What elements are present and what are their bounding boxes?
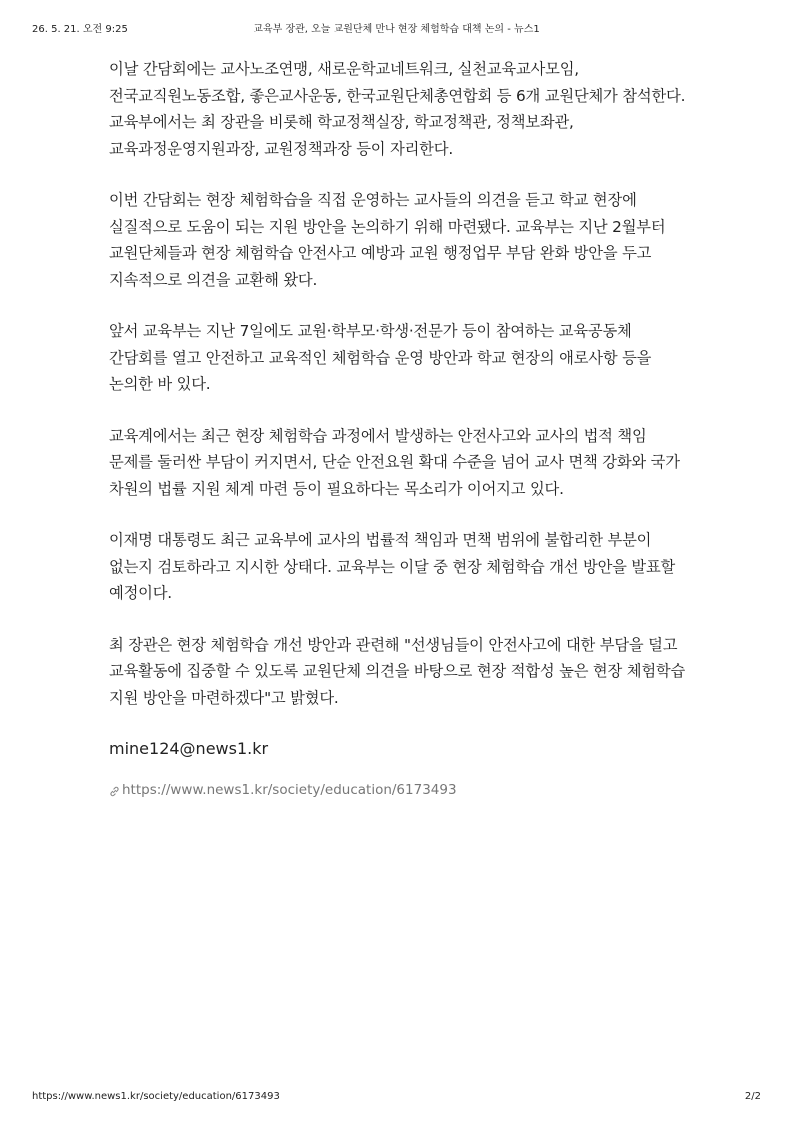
article-paragraph: 최 장관은 현장 체험학습 개선 방안과 관련해 "선생님들이 안전사고에 대한 부담을 덜고 교육활동에 집중할 수 있도록 교원단체 의견을 바탕으로 현장 적합성 높은 현장 체험학습 지원 방안을 마련하겠다"고 밝혔다. xyxy=(109,635,686,707)
source-link[interactable] xyxy=(109,782,689,798)
article-paragraph: 이재명 대통령도 최근 교육부에 교사의 법률적 책임과 면책 범위에 불합리한 부분이 없는지 검토하라고 지시한 상태다. 교육부는 이달 중 현장 체험학습 개선 방안을 발표할 예정이다. xyxy=(109,531,676,602)
print-header xyxy=(0,20,793,36)
page-number: 2/2 xyxy=(744,1091,761,1102)
link-icon xyxy=(109,785,120,796)
article-paragraph: 교육계에서는 최근 현장 체험학습 과정에서 발생하는 안전사고와 교사의 법적 책임 문제를 둘러싼 부담이 커지면서, 단순 안전요원 확대 수준을 넘어 교사 면책 강화와 국가 차원의 법률 지원 체계 마련 등이 필요하다는 목소리가 이어지고 있다. xyxy=(109,426,680,498)
print-page-title: 교육부 장관, 오늘 교원단체 만나 현장 체험학습 대책 논의 - 뉴스1 xyxy=(253,24,540,35)
reporter-email[interactable]: mine124@news1.kr xyxy=(109,739,269,758)
article-paragraph: 앞서 교육부는 지난 7일에도 교원·학부모·학생·전문가 등이 참여하는 교육공동체 간담회를 열고 안전하고 교육적인 체험학습 운영 방안과 학교 현장의 애로사항 등을 논의한 바 있다. xyxy=(109,322,652,393)
print-footer-url: https://www.news1.kr/society/education/6173493 xyxy=(32,1091,280,1102)
article-body xyxy=(109,46,689,798)
article-paragraph: 이날 간담회에는 교사노조연맹, 새로운학교네트워크, 실천교육교사모임, 전국교직원노동조합, 좋은교사운동, 한국교원단체총연합회 등 6개 교원단체가 참석한다. 교육부에서는 최 장관을 비롯해 학교정책실장, 학교정책관, 정책보좌관, 교육과정운영지원과장, 교원정책과장 등이 자리한다. xyxy=(109,60,686,158)
print-date: 26. 5. 21. 오전 9:25 xyxy=(32,24,128,35)
article-paragraph: 이번 간담회는 현장 체험학습을 직접 운영하는 교사들의 의견을 듣고 학교 현장에 실질적으로 도움이 되는 지원 방안을 논의하기 위해 마련됐다. 교육부는 지난 2월부터 교원단체들과 현장 체험학습 안전사고 예방과 교원 행정업무 부담 완화 방안을 두고 지속적으로 의견을 교환해 왔다. xyxy=(109,191,666,289)
source-url[interactable]: https://www.news1.kr/society/education/6173493 xyxy=(122,782,457,798)
